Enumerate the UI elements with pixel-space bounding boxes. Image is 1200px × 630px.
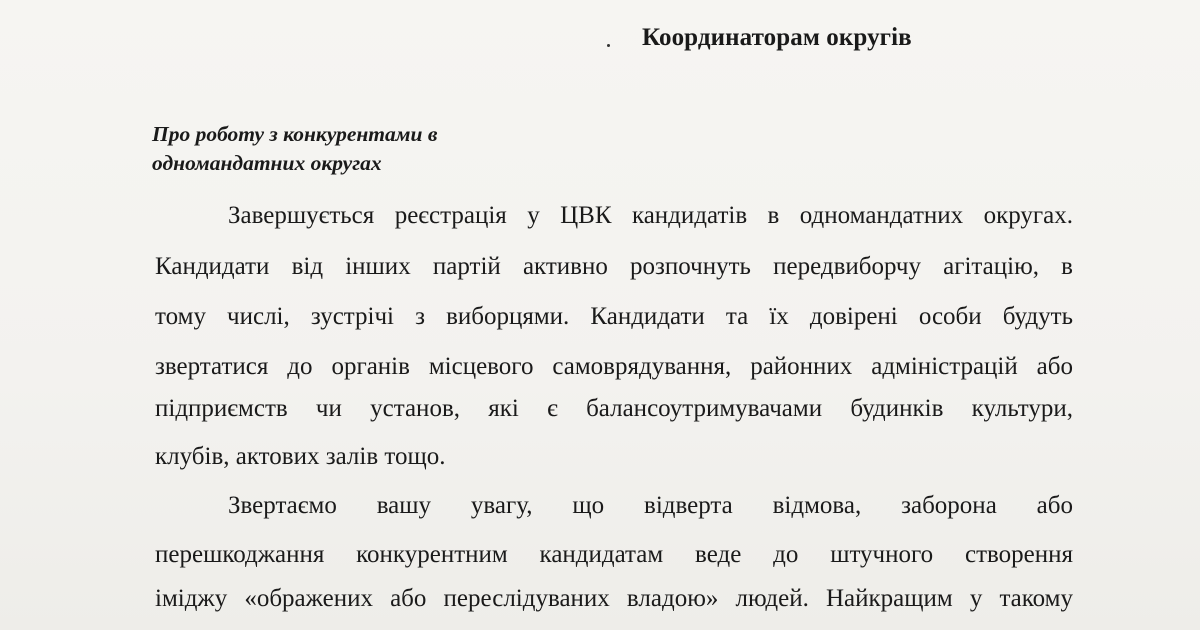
- body-line: клубів, актових залів тощо.: [155, 443, 446, 470]
- body-line: тому числі, зустрічі з виборцями. Кандидати та їх довірені особи будуть: [155, 303, 1073, 330]
- body-line: підприємств чи установ, які є балансоутримувачами будинків культури,: [155, 395, 1073, 422]
- subject-heading: [152, 120, 437, 178]
- body-line: звертатися до органів місцевого самоврядування, районних адміністрацій або: [155, 353, 1073, 380]
- subject-line: одномандатних округах: [152, 151, 382, 175]
- subject-line: Про роботу з конкурентами в: [152, 122, 438, 146]
- body-line: іміджу «ображених або переслідуваних владою» людей. Найкращим у такому: [155, 585, 1073, 612]
- scan-speck: [607, 44, 610, 47]
- body-line: перешкоджання конкурентним кандидатам веде до штучного створення: [155, 541, 1073, 568]
- body-line: Завершується реєстрація у ЦВК кандидатів в одномандатних округах.: [228, 202, 1073, 229]
- body-line: Звертаємо вашу увагу, що відверта відмова, заборона або: [228, 492, 1073, 519]
- body-line: Кандидати від інших партій активно розпочнуть передвиборчу агітацію, в: [155, 253, 1073, 280]
- addressee: Координаторам округів: [642, 24, 912, 51]
